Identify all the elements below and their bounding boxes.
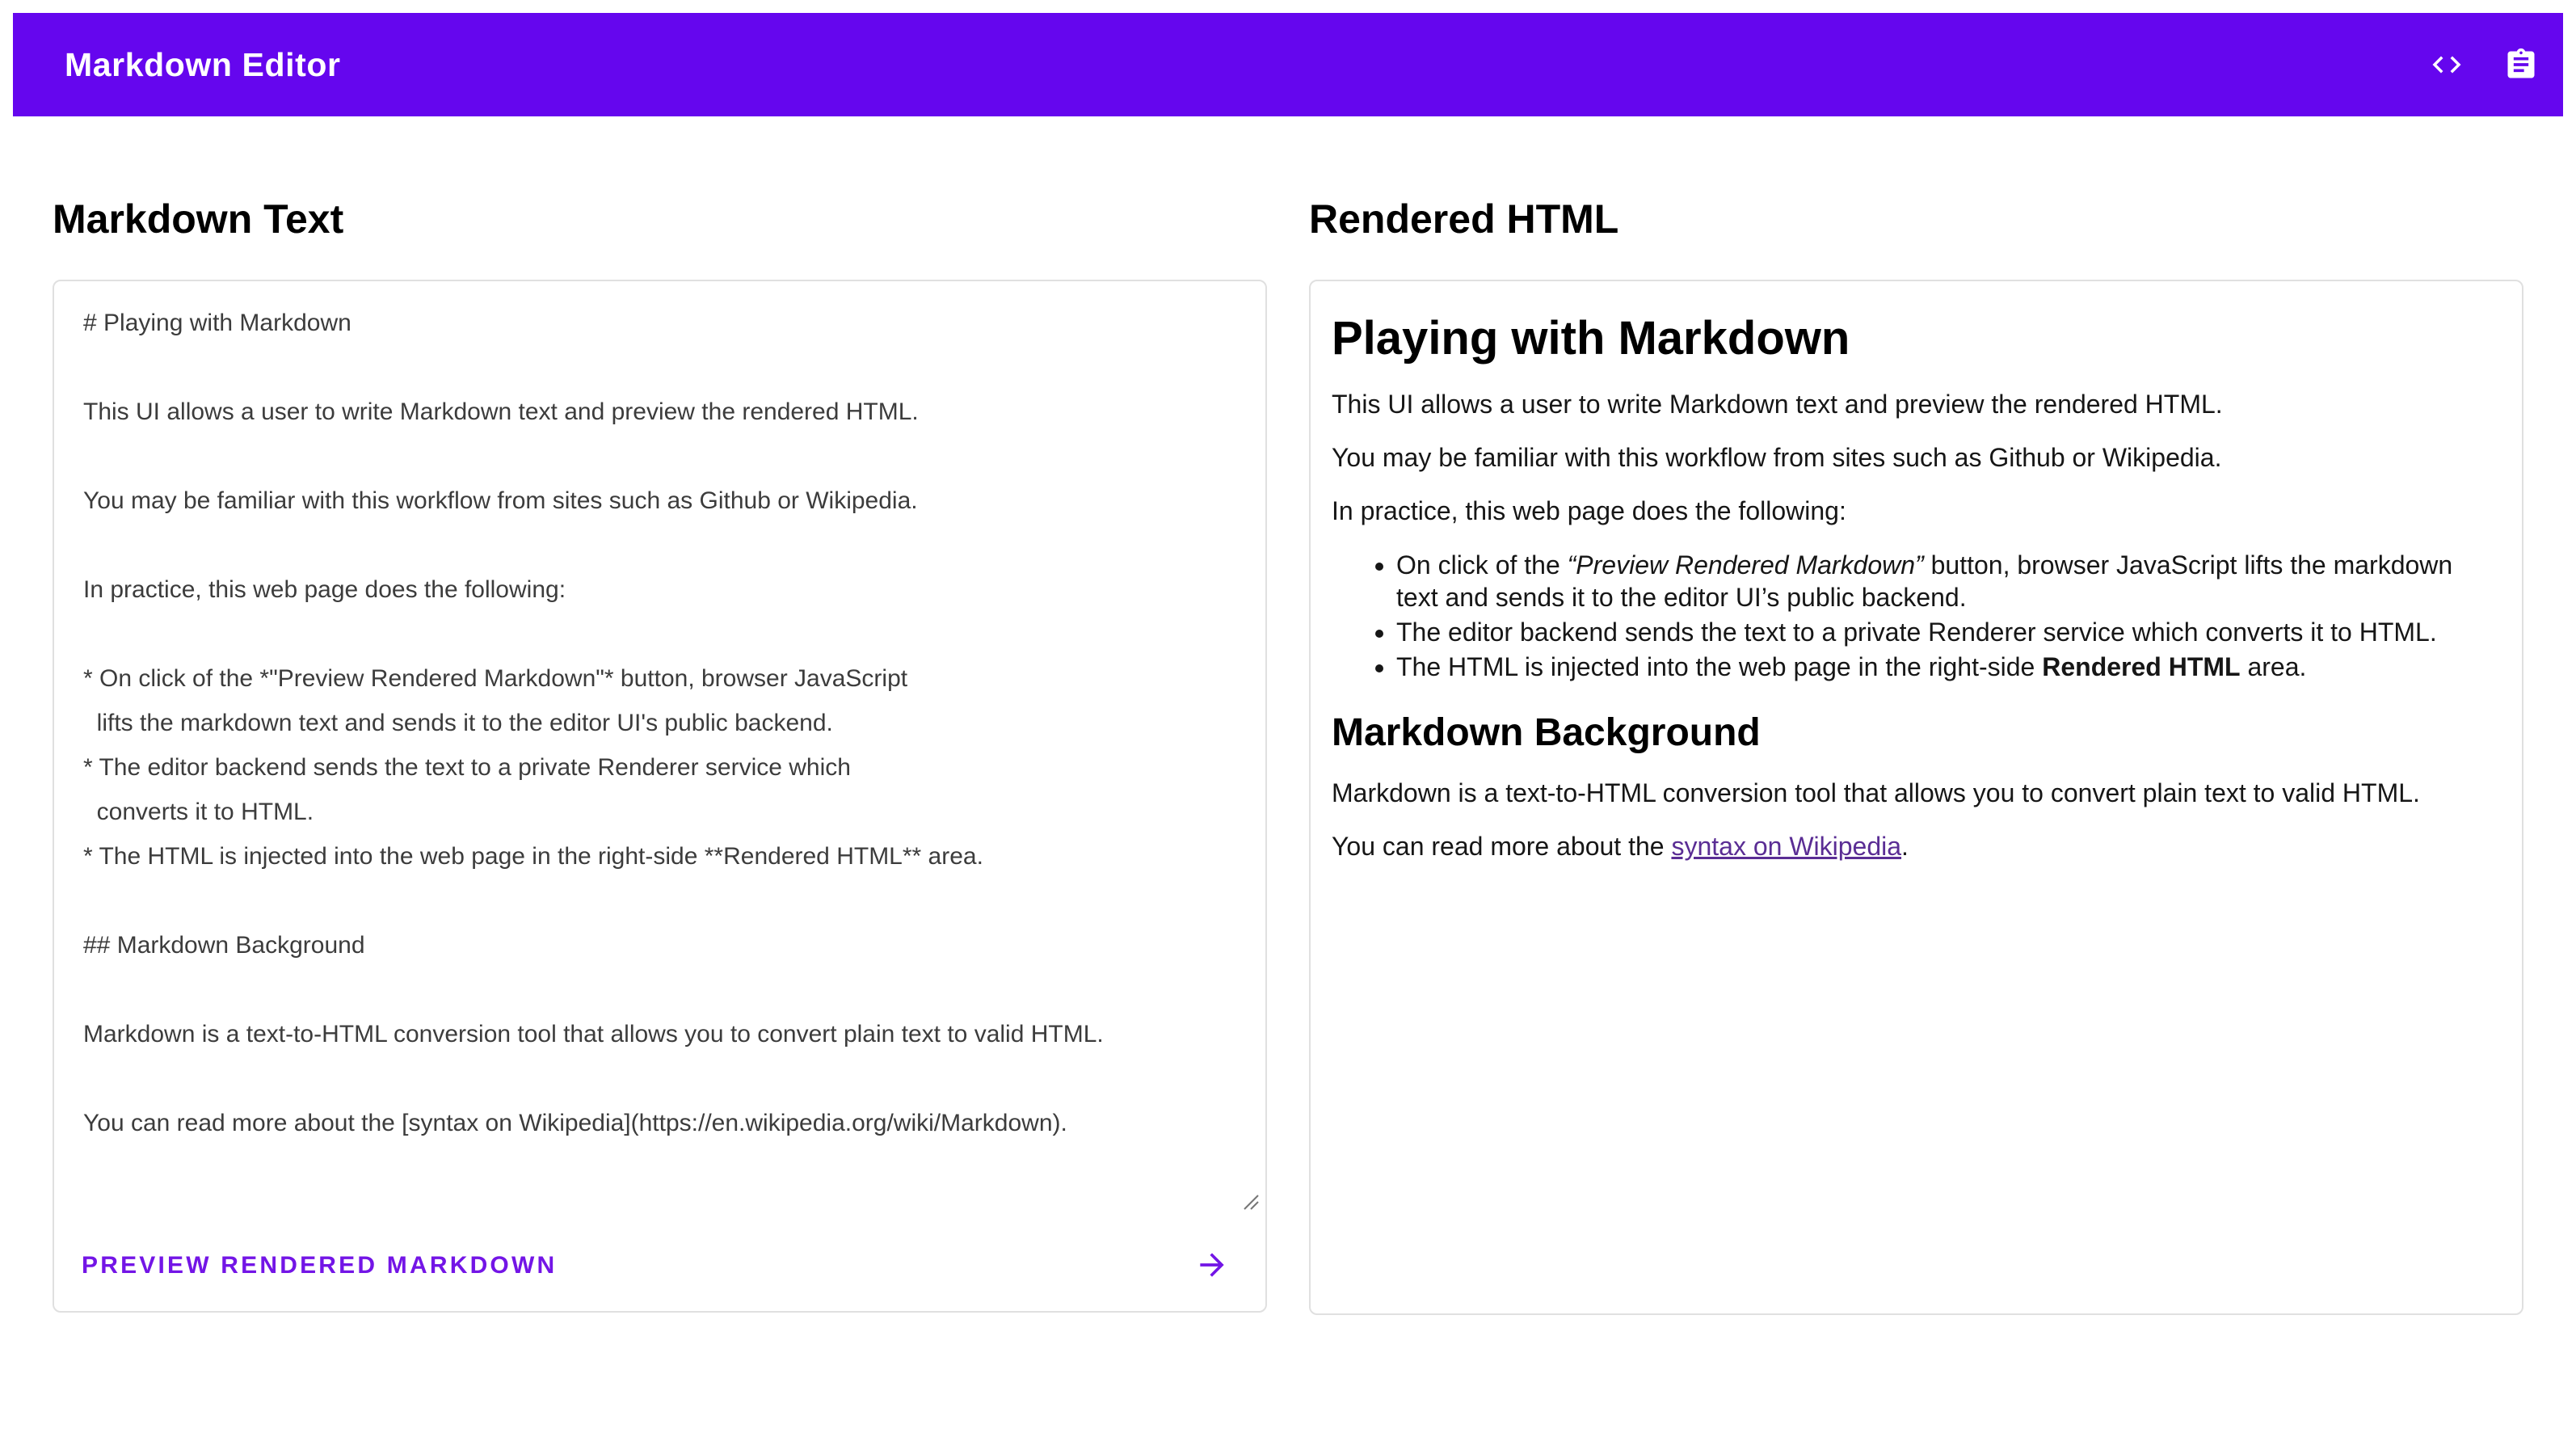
list-item-bold-text: Rendered HTML — [2042, 651, 2241, 681]
app-title: Markdown Editor — [65, 45, 341, 83]
rendered-paragraph-2: You may be familiar with this workflow from sites such as Github or Wikipedia. — [1332, 442, 2222, 472]
markdown-editor-card — [53, 280, 1267, 1313]
list-item-text: The editor backend sends the text to a private Renderer service which converts it to HTML. — [1396, 617, 2437, 647]
app-bar-actions — [2424, 42, 2544, 87]
editor-card-actions — [54, 1220, 1265, 1311]
rendered-h1: Playing with Markdown — [1332, 312, 1850, 365]
rendered-html-heading: Rendered HTML — [1309, 196, 1619, 242]
wikipedia-link[interactable]: syntax on Wikipedia — [1671, 831, 1902, 861]
list-item — [1396, 616, 2501, 648]
rendered-paragraph-4: Markdown is a text-to-HTML conversion tool that allows you to convert plain text to valid HTML. — [1332, 778, 2420, 807]
arrow-forward-button[interactable] — [1194, 1248, 1230, 1284]
main-content — [13, 196, 2563, 1315]
list-item-text: The HTML is injected into the web page in the right-side — [1396, 651, 2043, 681]
rendered-paragraph-5 — [1332, 831, 2501, 862]
paragraph-text: You can read more about the — [1332, 831, 1672, 861]
rendered-paragraph-3: In practice, this web page does the following: — [1332, 495, 1846, 525]
resize-handle-icon[interactable] — [1243, 1194, 1259, 1214]
list-item-text: button, browser JavaScript lifts the markdown text and sends it to the editor UI’s public backend. — [1396, 550, 2453, 612]
rendered-document — [1332, 312, 2501, 862]
rendered-html-panel — [1309, 196, 2523, 1315]
markdown-textarea[interactable] — [54, 281, 1265, 1220]
rendered-h2: Markdown Background — [1332, 710, 1761, 754]
code-icon — [2430, 48, 2464, 82]
arrow-forward-icon — [1194, 1247, 1230, 1285]
rendered-html-card — [1309, 280, 2523, 1315]
list-item-text: On click of the — [1396, 550, 1568, 580]
rendered-bullet-list — [1332, 549, 2501, 683]
clipboard-button[interactable] — [2498, 42, 2544, 87]
app-bar — [13, 13, 2563, 116]
list-item — [1396, 651, 2501, 683]
paragraph-text: . — [1901, 831, 1909, 861]
markdown-text-heading: Markdown Text — [53, 196, 344, 242]
preview-rendered-markdown-button[interactable]: PREVIEW RENDERED MARKDOWN — [82, 1252, 558, 1279]
code-button[interactable] — [2424, 42, 2469, 87]
list-item-text: area. — [2240, 651, 2307, 681]
clipboard-icon — [2503, 47, 2539, 82]
list-item-italic-text: “Preview Rendered Markdown” — [1567, 550, 1924, 580]
markdown-text-panel — [53, 196, 1267, 1315]
list-item — [1396, 549, 2501, 613]
rendered-paragraph-1: This UI allows a user to write Markdown text and preview the rendered HTML. — [1332, 389, 2223, 419]
